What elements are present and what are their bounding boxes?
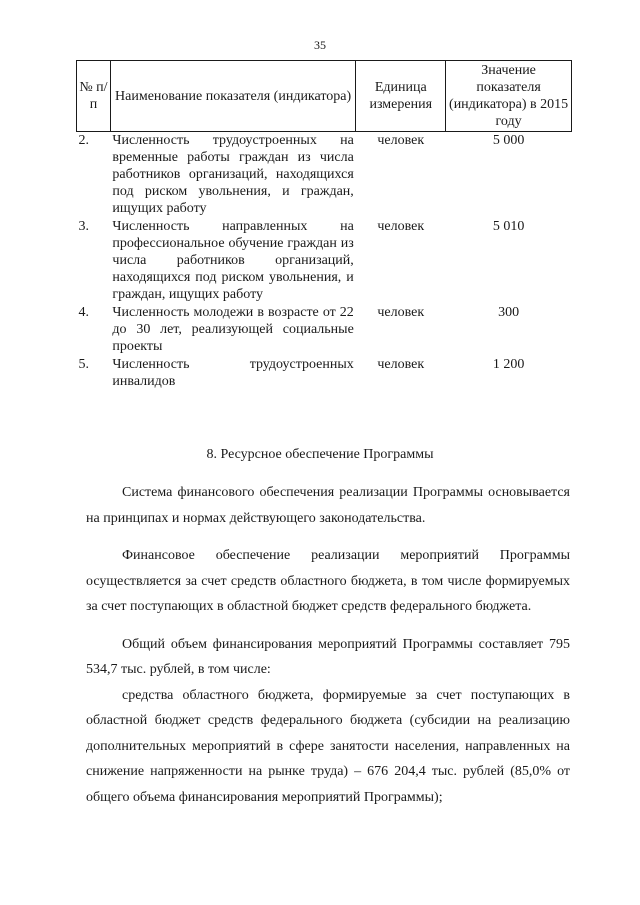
indicators-table xyxy=(76,60,572,391)
row-num: 5. xyxy=(78,357,89,372)
paragraph: Общий объем финансирования мероприятий Программы составляет 795 534,7 тыс. рублей, в том числе: xyxy=(86,636,570,677)
row-name: Численность направленных на профессиональное обучение граждан из числа работников организаций, находящихся под риском увольнения, и граждан, ищущих работу xyxy=(112,219,354,302)
page-number: 35 xyxy=(314,38,326,52)
row-unit: человек xyxy=(377,219,425,234)
row-name: Численность трудоустроенных на временные работы граждан из числа работников организаций, находящихся под риском увольнения, и граждан, ищущих работу xyxy=(112,133,354,216)
header-num: № п/п xyxy=(77,61,111,132)
row-unit: человек xyxy=(377,305,425,320)
section-title: 8. Ресурсное обеспечение Программы xyxy=(206,447,434,462)
row-name: Численность трудоустроенных инвалидов xyxy=(112,357,354,389)
table-row xyxy=(77,218,572,304)
header-value: Значение показателя (индикатора) в 2015 году xyxy=(446,61,572,132)
header-name: Наименование показателя (индикатора) xyxy=(110,61,355,132)
row-num: 3. xyxy=(78,219,89,234)
row-unit: человек xyxy=(377,357,425,372)
paragraph: Система финансового обеспечения реализации Программы основывается на принципах и нормах действующего законодательства. xyxy=(86,485,570,526)
row-value: 5 010 xyxy=(492,219,525,234)
row-num: 2. xyxy=(78,133,89,148)
table-header xyxy=(77,61,572,132)
row-value: 5 000 xyxy=(492,133,525,148)
row-value: 300 xyxy=(498,305,520,320)
header-unit: Единица измерения xyxy=(356,61,446,132)
row-name: Численность молодежи в возрасте от 22 до 30 лет, реализующей социальные проекты xyxy=(112,305,354,354)
paragraph: Финансовое обеспечение реализации мероприятий Программы осуществляется за счет средств областного бюджета, в том числе формируемых за счет поступающих в областной бюджет средств федерального бюджета. xyxy=(86,548,570,614)
table-row xyxy=(77,132,572,219)
row-unit: человек xyxy=(377,133,425,148)
row-value: 1 200 xyxy=(492,357,525,372)
table-row xyxy=(77,304,572,356)
row-num: 4. xyxy=(78,305,89,320)
paragraph: средства областного бюджета, формируемые за счет поступающих в областной бюджет средств федерального бюджета (субсидии на реализацию дополнительных мероприятий в сфере занятости населения, направленных на снижение напряженности на рынке труда) – 676 204,4 тыс. рублей (85,0% от общего объема финансирования мероприятий Программы); xyxy=(86,687,570,805)
section-body xyxy=(86,480,570,822)
table-row xyxy=(77,356,572,391)
